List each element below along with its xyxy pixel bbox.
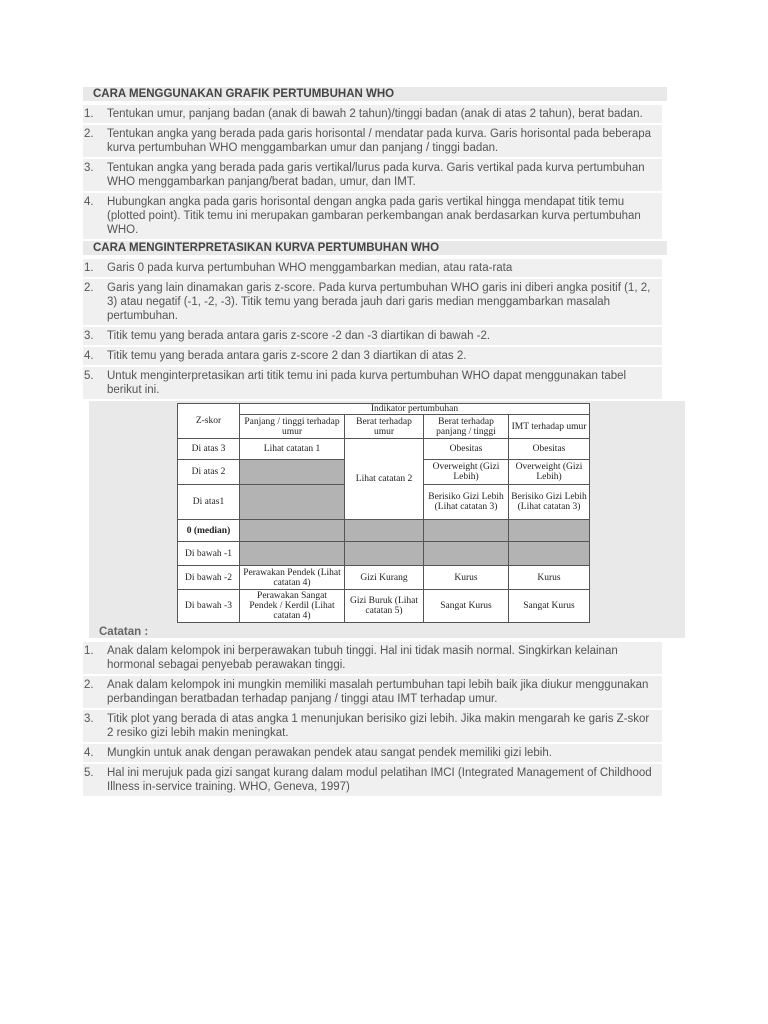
list-number: 1. [84, 645, 94, 657]
table-cell: Gizi Buruk (Lihat catatan 5) [345, 590, 424, 623]
table-cell: Obesitas [509, 439, 590, 460]
shaded-cell [240, 460, 345, 485]
shaded-cell [345, 520, 424, 542]
list-item [83, 105, 662, 123]
table-cell: Perawakan Sangat Pendek / Kerdil (Lihat catatan 4) [240, 590, 345, 623]
table-cell: Overweight (Gizi Lebih) [509, 460, 590, 485]
shaded-cell [509, 542, 590, 566]
header-berat: Berat terhadap umur [345, 415, 424, 439]
table-cell: Perawakan Pendek (Lihat catatan 4) [240, 566, 345, 590]
shaded-cell [240, 520, 345, 542]
list-number: 1. [84, 108, 94, 120]
list-number: 2. [84, 128, 94, 140]
list-number: 3. [84, 330, 94, 342]
list-item [83, 193, 662, 239]
table-cell: Obesitas [424, 439, 509, 460]
catatan-list [83, 642, 662, 796]
list-item [83, 710, 662, 742]
shaded-cell [424, 542, 509, 566]
list-text: Garis 0 pada kurva pertumbuhan WHO menggambarkan median, atau rata-rata [107, 262, 513, 274]
header-zskor: Z-skor [178, 404, 240, 439]
table-cell: Overweight (Gizi Lebih) [424, 460, 509, 485]
list-text: Titik temu yang berada antara garis z-score 2 dan 3 diartikan di atas 2. [107, 350, 467, 362]
list-item [83, 259, 662, 277]
table-cell: Kurus [509, 566, 590, 590]
list-text: Titik temu yang berada antara garis z-score -2 dan -3 diartikan di bawah -2. [107, 330, 491, 342]
list-number: 3. [84, 713, 94, 725]
list-item [83, 367, 662, 399]
table-cell: Sangat Kurus [509, 590, 590, 623]
header-imt: IMT terhadap umur [509, 415, 590, 439]
zscore-table [177, 403, 590, 623]
list-number: 1. [84, 262, 94, 274]
list-text: Tentukan angka yang berada pada garis horisontal / mendatar pada kurva. Garis horisontal pada beberapa kurva pertumbuhan WHO menggambarkan umur dan panjang / tinggi badan. [107, 128, 652, 154]
shaded-cell [509, 520, 590, 542]
list-text: Mungkin untuk anak dengan perawakan pendek atau sangat pendek memiliki gizi lebih. [107, 747, 552, 759]
list-number: 4. [84, 747, 94, 759]
shaded-cell [240, 485, 345, 520]
row-label: Di bawah -1 [178, 542, 240, 566]
list-text: Hubungkan angka pada garis horisontal dengan angka pada garis vertikal hingga mendapat titik temu (plotted point). Titik temu ini merupakan gambaran perkembangan anak berdasarkan kurva pertumbuhan WHO. [107, 196, 641, 236]
row-label: Di bawah -3 [178, 590, 240, 623]
shaded-cell [240, 542, 345, 566]
row-label: Di atas 2 [178, 460, 240, 485]
section1-list [83, 105, 662, 239]
table-cell: Sangat Kurus [424, 590, 509, 623]
section2-heading: CARA MENGINTERPRETASIKAN KURVA PERTUMBUHAN WHO [83, 241, 667, 255]
list-item [83, 279, 662, 325]
list-number: 5. [84, 767, 94, 779]
header-panjang: Panjang / tinggi terhadap umur [240, 415, 345, 439]
table-cell: Berisiko Gizi Lebih (Lihat catatan 3) [424, 485, 509, 520]
catatan-heading: Catatan : [99, 626, 149, 638]
list-text: Untuk menginterpretasikan arti titik temu ini pada kurva pertumbuhan WHO dapat menggunakan tabel berikut ini. [107, 370, 627, 396]
list-number: 2. [84, 282, 94, 294]
list-item [83, 764, 662, 796]
shaded-cell [345, 542, 424, 566]
list-text: Titik plot yang berada di atas angka 1 menunjukan berisiko gizi lebih. Jika makin mengarah ke garis Z-skor 2 resiko gizi lebih makin meningkat. [107, 713, 650, 739]
row-label: Di atas 3 [178, 439, 240, 460]
list-item [83, 676, 662, 708]
list-text: Anak dalam kelompok ini mungkin memiliki masalah pertumbuhan tapi lebih baik jika diukur menggunakan perbandingan beratbadan terhadap panjang / tinggi atau IMT terhadap umur. [107, 679, 649, 705]
document-page [83, 87, 662, 798]
table-cell: Berisiko Gizi Lebih (Lihat catatan 3) [509, 485, 590, 520]
list-number: 5. [84, 370, 94, 382]
row-label: 0 (median) [178, 520, 240, 542]
table-cell: Gizi Kurang [345, 566, 424, 590]
list-number: 4. [84, 350, 94, 362]
table-cell: Lihat catatan 2 [345, 439, 424, 520]
list-text: Tentukan angka yang berada pada garis vertikal/lurus pada kurva. Garis vertikal pada kurva pertumbuhan WHO menggambarkan panjang/berat badan, umur, dan IMT. [107, 162, 645, 188]
header-berat-panjang: Berat terhadap panjang / tinggi [424, 415, 509, 439]
list-item [83, 125, 662, 157]
section2-list [83, 259, 662, 399]
list-item [83, 327, 662, 345]
row-label: Di bawah -2 [178, 566, 240, 590]
list-item [83, 642, 662, 674]
zscore-table-panel [89, 401, 685, 638]
list-number: 3. [84, 162, 94, 174]
table-cell: Kurus [424, 566, 509, 590]
list-text: Hal ini merujuk pada gizi sangat kurang dalam modul pelatihan IMCI (Integrated Management of Childhood Illness in-service training. WHO, Geneva, 1997) [107, 767, 652, 793]
list-number: 2. [84, 679, 94, 691]
list-item [83, 347, 662, 365]
list-text: Garis yang lain dinamakan garis z-score. Pada kurva pertumbuhan WHO garis ini diberi angka positif (1, 2, 3) atau negatif (-1, -2, -3). Titik temu yang berada jauh dari garis median menggambarkan masalah pertumbuhan. [107, 282, 651, 322]
list-number: 4. [84, 196, 94, 208]
shaded-cell [424, 520, 509, 542]
list-item [83, 159, 662, 191]
section1-heading: CARA MENGGUNAKAN GRAFIK PERTUMBUHAN WHO [83, 87, 667, 101]
list-text: Tentukan umur, panjang badan (anak di bawah 2 tahun)/tinggi badan (anak di atas 2 tahun), berat badan. [107, 108, 643, 120]
header-indikator: Indikator pertumbuhan [240, 404, 590, 415]
row-label: Di atas1 [178, 485, 240, 520]
table-cell: Lihat catatan 1 [240, 439, 345, 460]
list-item [83, 744, 662, 762]
list-text: Anak dalam kelompok ini berperawakan tubuh tinggi. Hal ini tidak masih normal. Singkirkan kelainan hormonal sebagai penyebab perawakan tinggi. [107, 645, 618, 671]
